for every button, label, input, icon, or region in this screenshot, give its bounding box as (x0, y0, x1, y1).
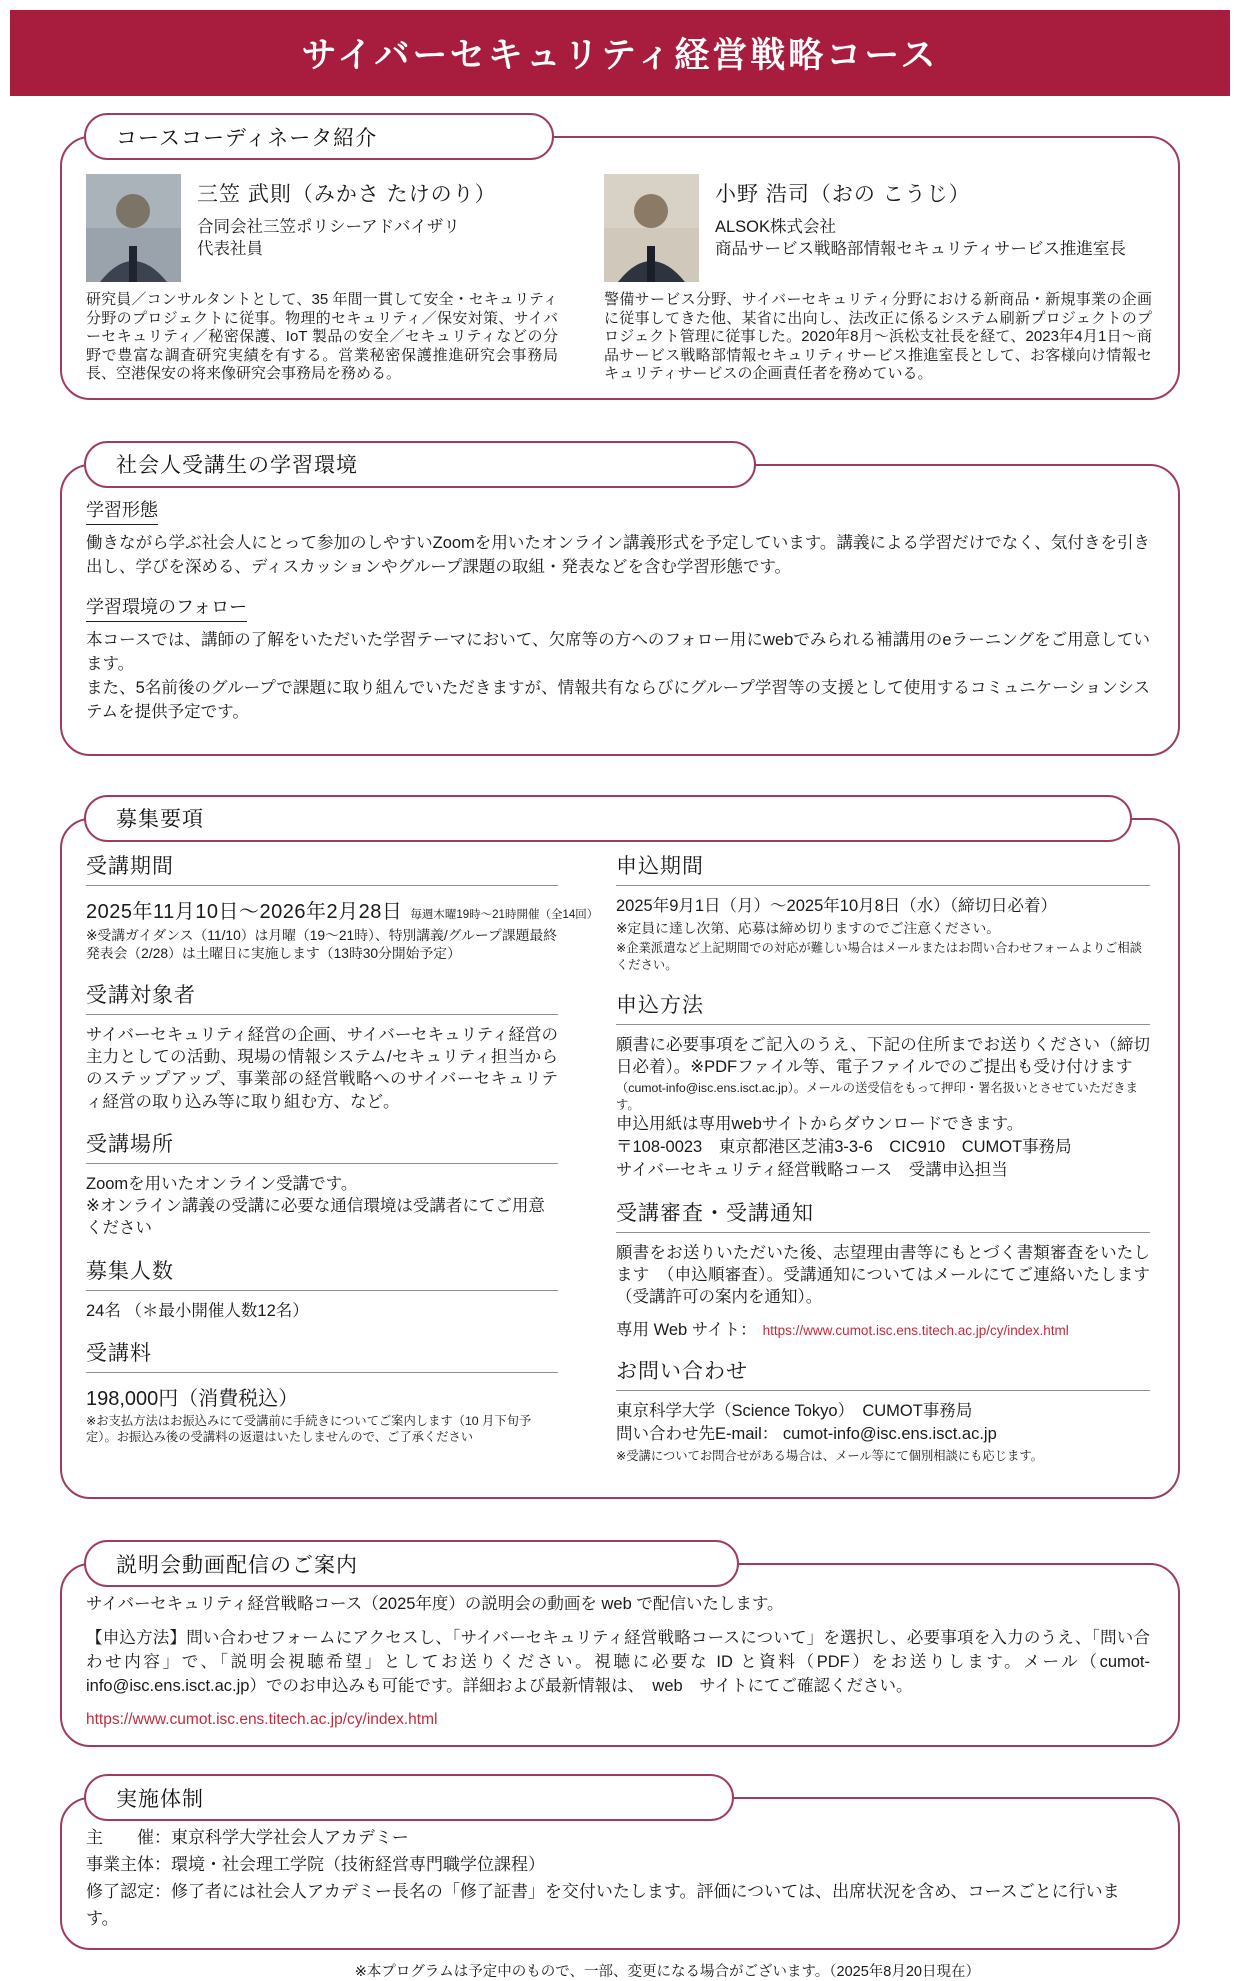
coordinator-name: 三笠 武則（みかさ たけのり） (197, 183, 497, 206)
coordinator-card-ono (604, 174, 1152, 384)
certification-line: 修了認定：修了者には社会人アカデミー長名の「修了証書」を交付いたします。評価については、出席状況を含め、コースごとに行います。 (86, 1881, 1120, 1928)
coordinator-info (715, 174, 1126, 261)
coordinator-photo (604, 174, 699, 282)
subsection-heading: 学習環境のフォロー (86, 593, 247, 622)
section-title-text: コースコーディネータ紹介 (116, 126, 378, 150)
contact-office: 東京科学大学（Science Tokyo） CUMOT事務局 (616, 1401, 973, 1420)
coordinator-bio: 研究員／コンサルタントとして、35 年間一貫して安全・セキュリティ分野のプロジェクトに従事。物理的セキュリティ／保安対策、サイバーセキュリティ／秘密保護、IoT 製品の安全／セキュリティなどの分野で豊富な調査研究実績を有する。営業秘密保護推進研究会事務局長、空港保安の将来像研究会事務局を務める。 (86, 291, 558, 383)
course-period-block (86, 850, 599, 964)
dedicated-website-link[interactable]: https://www.cumot.isc.ens.titech.ac.jp/cy/index.html (762, 1322, 1069, 1338)
block-heading: 受講期間 (86, 850, 558, 886)
section-title-video (84, 1540, 739, 1587)
block-heading: 受講料 (86, 1337, 558, 1373)
subsection-body: 働きながら学ぶ社会人にとって参加のしやすいZoomを用いたオンライン講義形式を予定しています。講義による学習だけでなく、気付きを引き出し、学びを深める、ディスカッションやグループ課題の取組・発表などを含む学習形態です。 (86, 533, 1150, 576)
subsection-heading: 学習形態 (86, 496, 158, 525)
operator-line: 事業主体：環境・社会理工学院（技術経営専門職学位課程） (86, 1854, 545, 1874)
screening-block (616, 1197, 1150, 1340)
period-dates: 2025年11月10日～2026年2月28日 (86, 900, 403, 923)
learning-format (86, 496, 1150, 580)
section-title-text: 募集要項 (116, 808, 204, 831)
coordinator-affiliation: 合同会社三笠ポリシーアドバイザリ (197, 218, 460, 236)
section-title-text: 社会人受講生の学習環境 (116, 454, 358, 478)
application-download-note: 申込用紙は専用webサイトからダウンロードできます。 (616, 1115, 1024, 1134)
application-period-block (616, 850, 1150, 974)
block-heading: 受講場所 (86, 1128, 558, 1164)
person-portrait-icon (86, 174, 181, 282)
fee-note: ※お支払方法はお振込みにて受講前に手続きについてご案内します（10 月下旬予定）。お振込み後の受講料の返還はいたしませんので、ご了承ください (86, 1413, 532, 1445)
coordinator-name: 小野 浩司（おの こうじ） (715, 183, 971, 206)
learning-follow (86, 593, 1150, 725)
section-coordinators (60, 126, 1180, 400)
application-period-note: ※定員に達し次第、応募は締め切りますのでご注意ください。 (616, 920, 1001, 936)
person-portrait-icon (604, 174, 699, 282)
target-audience-block (86, 979, 558, 1113)
block-heading: 受講対象者 (86, 979, 558, 1015)
period-schedule-note: 毎週木曜19時～21時開催（全14回） (410, 908, 599, 921)
recruitment-columns (86, 850, 1150, 1480)
recruitment-right-column (616, 850, 1150, 1480)
target-audience-body: サイバーセキュリティ経営の企画、サイバーセキュリティ経営の主力としての活動、現場の情報システム/セキュリティ担当からのステップアップ、事業部の経営戦略へのサイバーセキュリティ経営の取り込み等に取り組む方、など。 (86, 1025, 558, 1111)
block-heading: 申込期間 (616, 850, 1150, 886)
section-title-text: 説明会動画配信のご案内 (116, 1553, 358, 1577)
application-method-body: 願書に必要事項をご記入のうえ、下記の住所までお送りください（締切日必着）。※PDFファイル等、電子ファイルでのご提出も受け付けます (616, 1035, 1150, 1076)
coordinator-title: 代表社員 (197, 239, 263, 258)
block-heading: お問い合わせ (616, 1355, 1150, 1391)
section-title-recruitment (84, 795, 1132, 842)
section-title-coordinators (84, 113, 554, 160)
coordinator-title: 商品サービス戦略部情報セキュリティサービス推進室長 (715, 239, 1126, 258)
organizer-line: 主 催：東京科学大学社会人アカデミー (86, 1828, 409, 1848)
recruitment-left-column (86, 850, 599, 1480)
title-banner (10, 10, 1230, 96)
section-title-learning (84, 441, 756, 488)
coordinator-info (197, 174, 497, 261)
application-method-email-note: （cumot-info@isc.ens.isct.ac.jp）。メールの送受信をもって押印・署名扱いとさせていただきます。 (616, 1081, 1138, 1112)
footer-disclaimer: ※本プログラムは予定中のもので、一部、変更になる場合がございます。（2025年8月20日現在） (354, 1964, 980, 1981)
application-address-line1: 〒108-0023 東京都港区芝浦3-3-6 CIC910 CUMOT事務局 (616, 1137, 1072, 1156)
coordinator-head (604, 174, 1152, 282)
application-period-dates: 2025年9月1日（月）～2025年10月8日（水）（締切日必着） (616, 896, 1058, 915)
subsection-body: 本コースでは、講師の了解をいただいた学習テーマにおいて、欠席等の方へのフォロー用にwebでみられる補講用のeラーニングをご用意しています。 (86, 630, 1150, 673)
contact-email: 問い合わせ先E-mail： cumot-info@isc.ens.isct.ac.jp (616, 1424, 997, 1443)
coordinator-card-mikasa (86, 174, 558, 384)
video-site-link[interactable]: https://www.cumot.isc.ens.titech.ac.jp/cy/index.html (86, 1711, 438, 1729)
screening-body: 願書をお送りいただいた後、志望理由書等にもとづく書類審査をいたします （申込順審査）。受講通知についてはメールにてご連絡いたします（受講許可の案内を通知）。 (616, 1243, 1150, 1307)
course-period-value (86, 895, 599, 924)
contact-block (616, 1355, 1150, 1465)
subsection-body: また、5名前後のグループで課題に取り組んでいただきますが、情報共有ならびにグループ学習等の支援として使用するコミュニケーションシステムを提供予定です。 (86, 678, 1150, 721)
application-method-block (616, 989, 1150, 1182)
application-period-note-small: ※企業派遣など上記期間での対応が難しい場合はメールまたはお問い合わせフォームよりご相談ください。 (616, 941, 1142, 972)
contact-note: ※受講についてお問合せがある場合は、メール等にて個別相談にも応じます。 (616, 1448, 1043, 1463)
video-intro: サイバーセキュリティ経営戦略コース（2025年度）の説明会の動画を web で配信いたします。 (86, 1595, 784, 1614)
coordinator-bio: 警備サービス分野、サイバーセキュリティ分野における新商品・新規事業の企画に従事してきた他、某省に出向し、法改正に係るシステム刷新プロジェクトのプロジェクト管理に従事した。2020年8月～浜松支社長を経て、2023年4月1日～商品サービス戦略部情報セキュリティサービス推進室長として、お客様向け情報セキュリティサービスの企画責任者を務めている。 (604, 291, 1152, 383)
course-title: サイバーセキュリティ経営戦略コース (301, 36, 939, 75)
section-briefing-video (60, 1553, 1180, 1747)
coordinator-head (86, 174, 558, 282)
section-title-organization (84, 1774, 734, 1821)
venue-note: ※オンライン講義の受講に必要な通信環境は受講者にてご用意ください (86, 1197, 545, 1238)
block-heading: 募集人数 (86, 1255, 558, 1291)
venue-body: Zoomを用いたオンライン受講です。 (86, 1174, 358, 1193)
application-address-line2: サイバーセキュリティ経営戦略コース 受講申込担当 (616, 1160, 1008, 1179)
website-label: 専用 Web サイト： (616, 1320, 757, 1339)
capacity-body: 24名 （＊最小開催人数12名） (86, 1301, 309, 1320)
section-learning-environment (60, 454, 1180, 756)
block-heading: 受講審査・受講通知 (616, 1197, 1150, 1233)
fee-amount: 198,000円（消費税込） (86, 1387, 299, 1410)
venue-block (86, 1128, 558, 1240)
capacity-block (86, 1255, 558, 1322)
fee-block (86, 1337, 558, 1446)
block-heading: 申込方法 (616, 989, 1150, 1025)
content (0, 126, 1240, 1981)
section-organization (60, 1787, 1180, 1950)
dedicated-website-row (616, 1316, 1150, 1340)
coordinator-photo (86, 174, 181, 282)
coordinator-list (86, 174, 1152, 384)
page (0, 10, 1240, 1981)
period-note: ※受講ガイダンス（11/10）は月曜（19～21時）、特別講義/グループ課題最終発表会（2/28）は土曜日に実施します（13時30分開始予定） (86, 927, 558, 962)
coordinator-affiliation: ALSOK株式会社 (715, 218, 837, 236)
section-title-text: 実施体制 (116, 1787, 204, 1811)
video-apply-instructions: 【申込方法】問い合わせフォームにアクセスし、「サイバーセキュリティ経営戦略コースについて」を選択し、必要事項を入力のうえ、「問い合わせ内容」で、「説明会視聴希望」としてお送りください。視聴に必要な ID と資料（PDF）をお送りします。メール（cumot-info@isc.ens.isct.ac.jp）でのお申込みも可能です。詳細および最新情報は、 web サイトにてご確認ください。 (86, 1629, 1150, 1696)
section-recruitment (60, 808, 1180, 1500)
